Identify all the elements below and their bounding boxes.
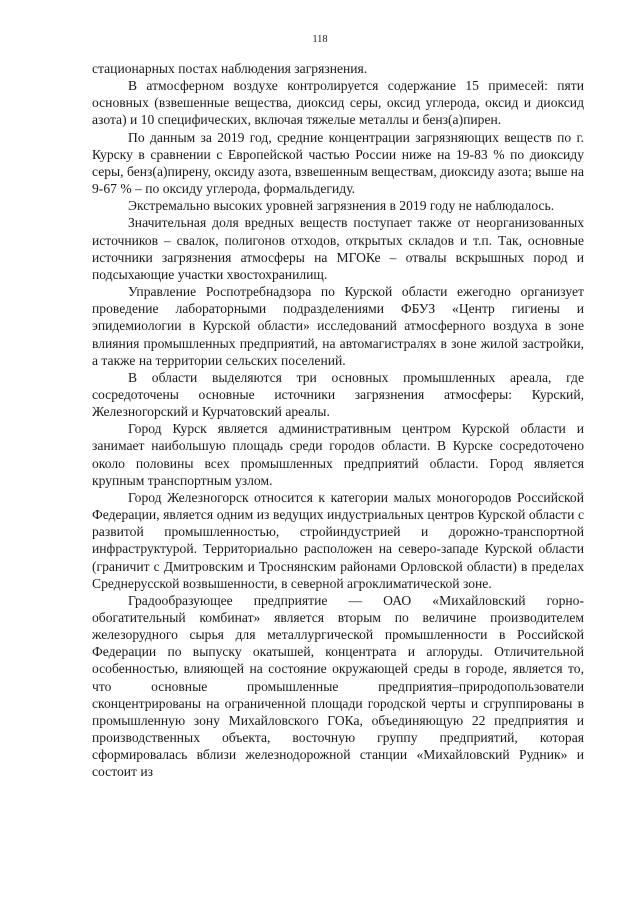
paragraph-7: В области выделяются три основных промышленных ареала, где сосредоточены основные источники загрязнения атмосферы: Курский, Железногорский и Курчатовский ареалы. bbox=[92, 369, 584, 420]
paragraph-2: В атмосферном воздухе контролируется содержание 15 примесей: пяти основных (взвешенные вещества, диоксид серы, оксид углерода, оксид и диоксид азота) и 10 специфических, включая тяжелые металлы и бенз(а)пирен. bbox=[92, 78, 584, 128]
paragraph-1: стационарных постах наблюдения загрязнения. bbox=[92, 61, 368, 76]
paragraph-3: По данным за 2019 год, средние концентрации загрязняющих веществ по г. Курску в сравнении с Европейской частью России ниже на 19-83 % по диоксиду серы, бенз(а)пирену, оксиду азота, взвешенным веществам, диоксиду азота; выше на 9-67 % – по оксиду углерода, формальдегиду. bbox=[92, 129, 584, 197]
paragraph-5: Значительная доля вредных веществ поступает также от неорганизованных источников – свалок, полигонов отходов, открытых складов и т.п. Так, основные источники загрязнения атмосферы на МГОКе – отвалы вскрышных пород и подсыхающие участки хвостохранилищ. bbox=[92, 215, 584, 282]
page-number: 118 bbox=[312, 34, 328, 45]
paragraph-6: Управление Роспотребнадзора по Курской области ежегодно организует проведение лабораторными подразделениями ФБУЗ «Центр гигиены и эпидемиологии в Курской области» исследований атмосферного воздуха в зоне влияния промышленных предприятий, на автомагистралях в зоне жилой застройки, а также на территории сельских поселений. bbox=[92, 284, 584, 368]
paragraph-4: Экстремально высоких уровней загрязнения в 2019 году не наблюдалось. bbox=[128, 198, 555, 214]
paragraph-8: Город Курск является административным центром Курской области и занимает наибольшую площадь среди городов области. В Курске сосредоточено около половины всех промышленных предприятий области. Город является крупным транспортным узлом. bbox=[92, 421, 584, 488]
paragraph-10: Градообразующее предприятие — ОАО «Михайловский горно-обогатительный комбинат» является вторым по величине производителем железорудного сырья для металлургической промышленности в Российской Федерации по выпуску окатышей, концентрата и аглоруды. Отличительной особенностью, влияющей на состояние окружающей среды в городе, является то, что основные промышленные предприятия–природопользователи сконцентрированы на ограниченной площади городской черты и сгруппированы в промышленную зону Михайловского ГОКа, объединяющую 22 предприятия и производственных объекта, восточную группу предприятий, которая сформировалась вблизи железнодорожной станции «Михайловский Рудник» и состоит из bbox=[92, 592, 584, 780]
paragraph-9: Город Железногорск относится к категории малых моногородов Российской Федерации, является одним из ведущих индустриальных центров Курской области с развитой промышленностью, стройиндустрией и дорожно-транспортной инфраструктурой. Территориально расположен на северо-западе Курской области (граничит с Дмитровским и Троснянским районами Орловской области) в пределах Среднерусской возвышенности, в северной агроклиматической зоне. bbox=[92, 489, 584, 591]
document-body bbox=[92, 60, 584, 781]
